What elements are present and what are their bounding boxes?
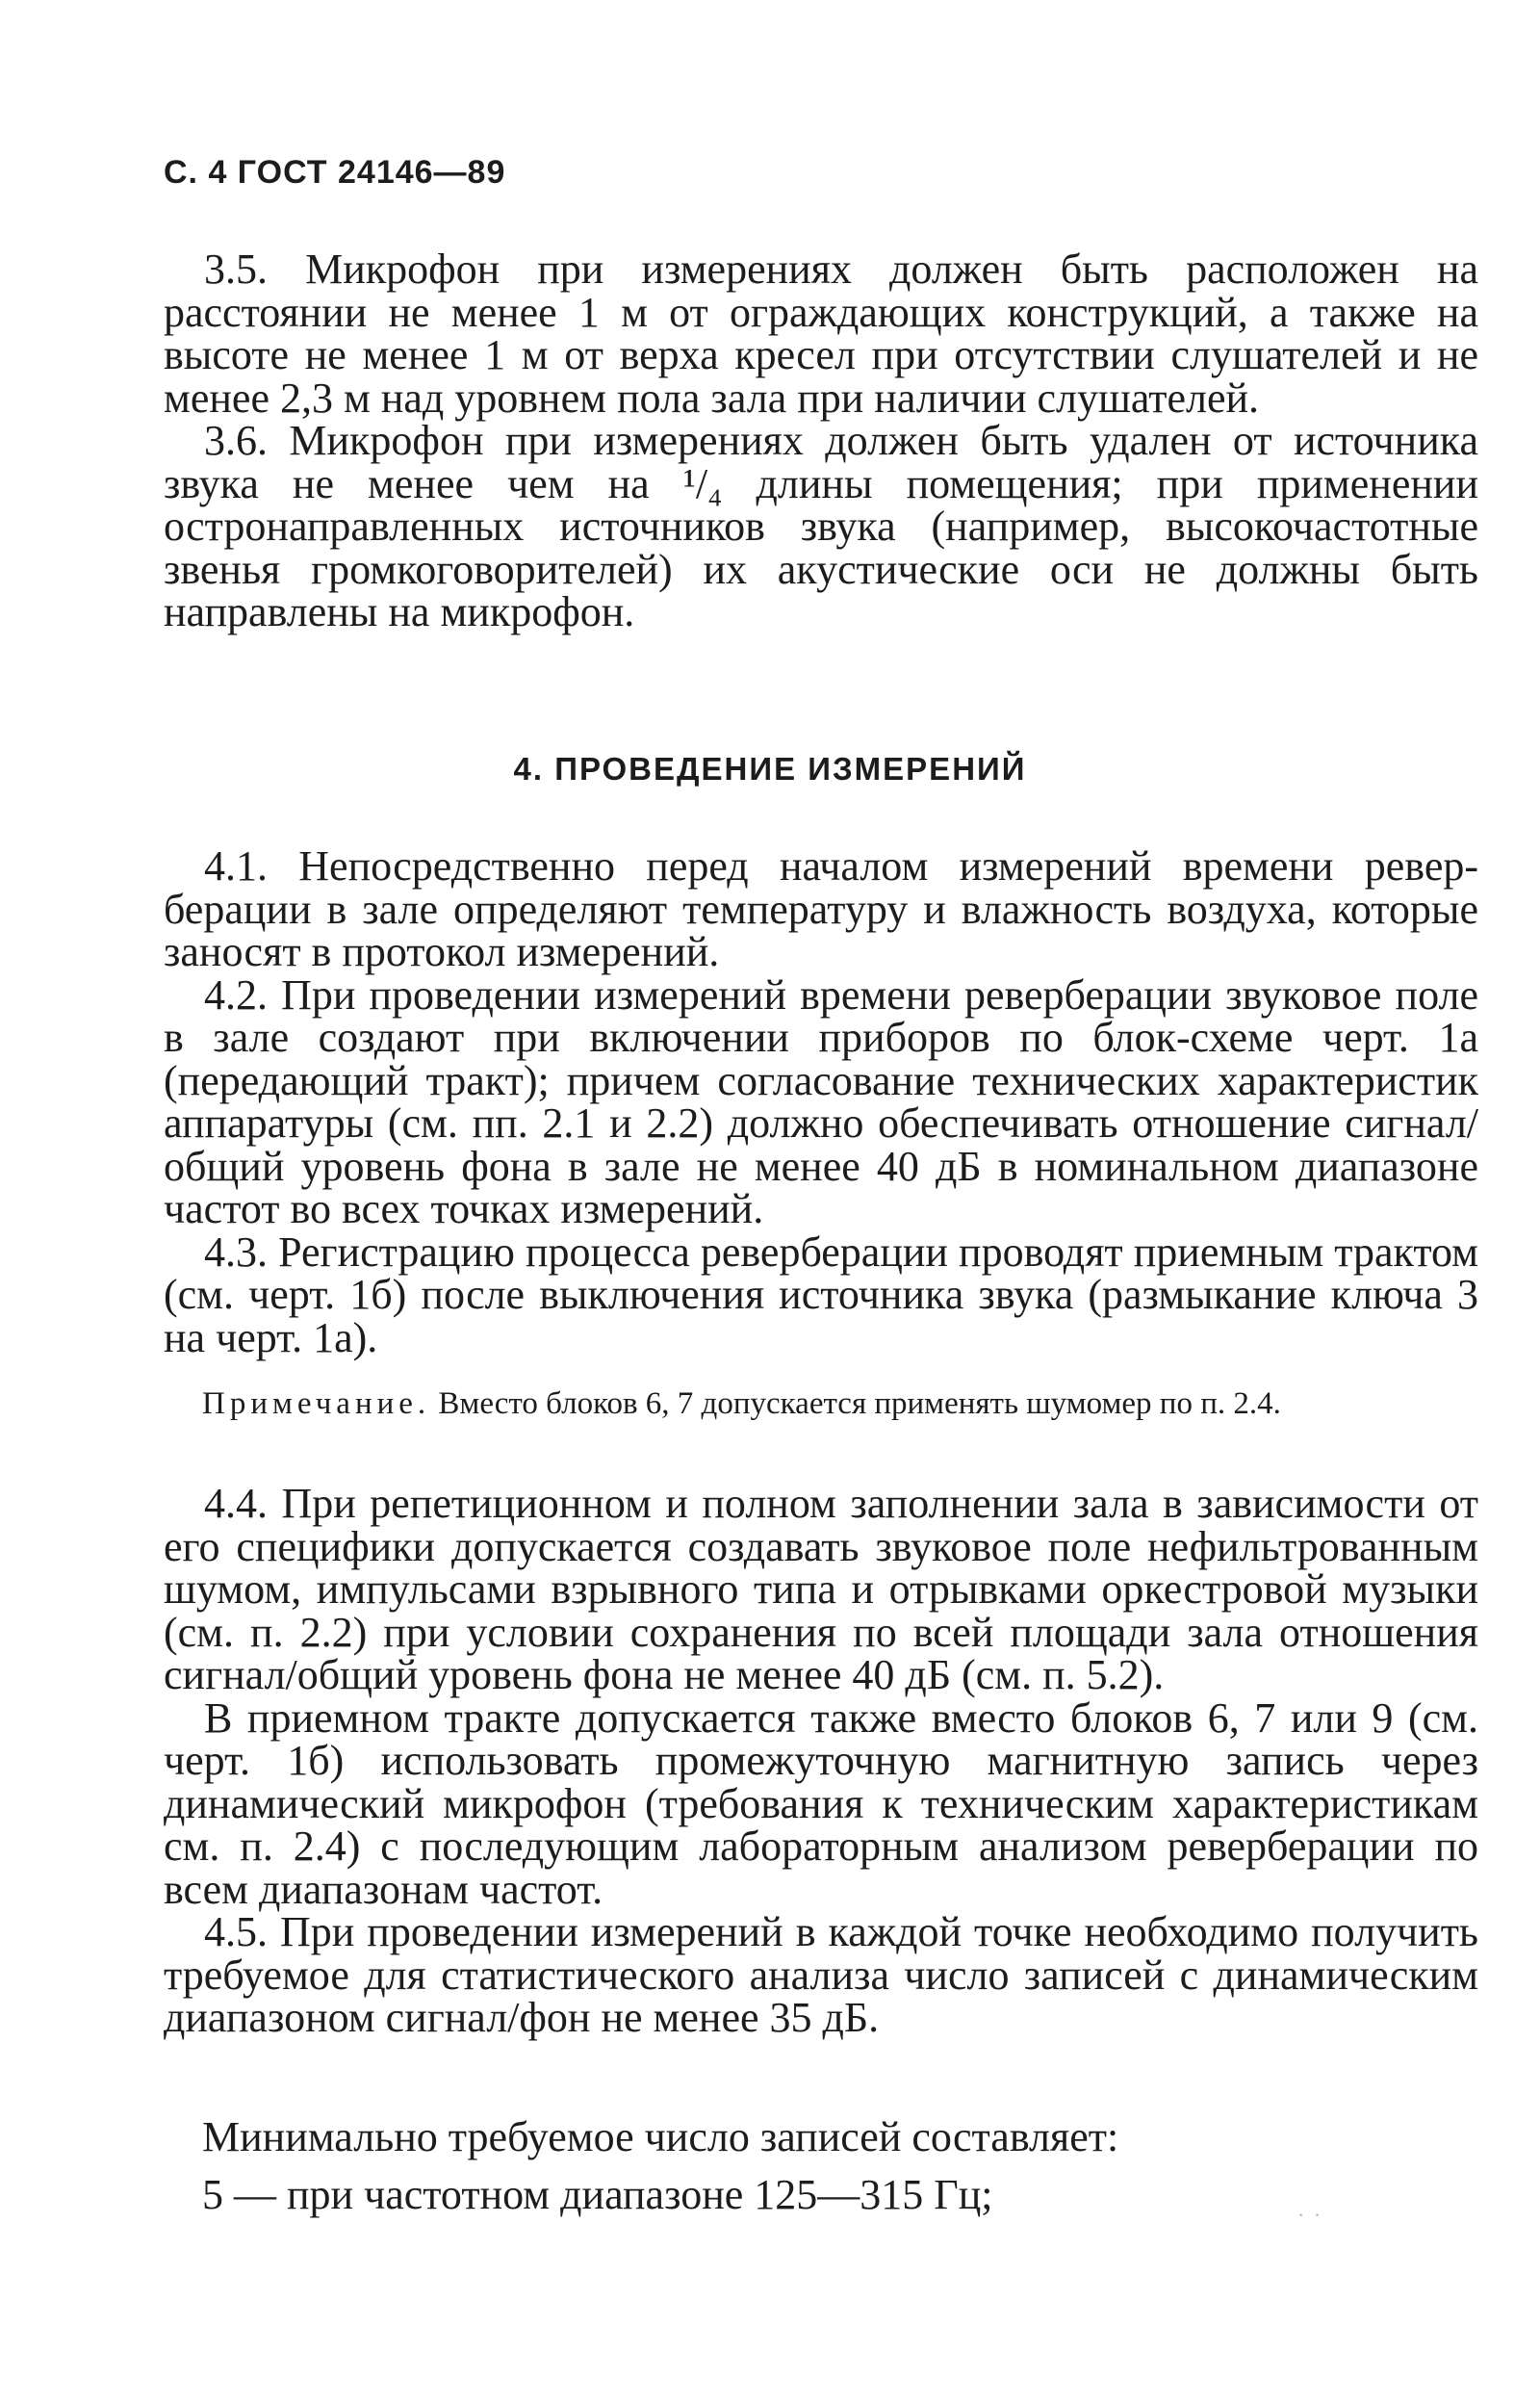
- section-title: 4. ПРОВЕДЕНИЕ ИЗМЕРЕНИЙ: [513, 751, 1027, 787]
- page-header: С. 4 ГОСТ 24146—89: [164, 154, 506, 191]
- paragraph-3-6: 3.6. Микрофон при измерениях должен быть удален от источника звука не менее чем на ¹/₄ длины помещения; при применении остронаправленных источников звука (например, высокочастотные звенья громкоговорителей) их акустические оси не должны быть направлены на микрофон.: [164, 417, 1478, 635]
- closing-line-1: Минимально требуемое число записей составляет:: [202, 2113, 1119, 2160]
- scan-speck: · ·: [1297, 2203, 1323, 2227]
- clause-3-block: [164, 248, 1478, 634]
- paragraph-4-4: 4.4. При репетиционном и полном заполнении зала в зависимости от его специфики допускается создавать звуковое поле нефильтрованным шумом, импульсами взрывного типа и отрывками оркестровой музыки (см. п. 2.2) при условии сохранения по всей площади зала отношения сигнал/общий уровень фона не менее 40 дБ (см. п. 5.2).: [164, 1480, 1478, 1698]
- clause-4-cont-block: [164, 1480, 1478, 2041]
- paragraph-4-1: 4.1. Непосредственно перед началом измерений времени реверберации в зале определяют температуру и влажность воздуха, которые заносят в протокол измерений.: [164, 842, 1478, 975]
- paragraph-4-5: 4.5. При проведении измерений в каждой точке необходимо получить требуемое для статистического анализа число записей с динамическим диапазоном сигнал/фон не менее 35 дБ.: [164, 1908, 1478, 2041]
- paragraph-4-2: 4.2. При проведении измерений времени реверберации звуковое поле в зале создают при включении приборов по блок-схеме черт. 1а (передающий тракт); причем согласование технических характеристик аппаратуры (см. пп. 2.1 и 2.2) должно обеспечивать отношение сигнал/общий уровень фона в зале не менее 40 дБ в номинальном диапазоне частот во всех точках измерений.: [164, 970, 1478, 1232]
- closing-line-2: 5 — при частотном диапазоне 125—315 Гц;: [202, 2171, 993, 2218]
- paragraph-3-5: 3.5. Микрофон при измерениях должен быть расположен на расстоянии не менее 1 м от ограждающих конструкций, а также на высоте не менее 1 м от верха кресел при отсутствии слушателей и не менее 2,3 м над уровнем пола зала при наличии слушателей.: [164, 246, 1478, 422]
- note-text: Вместо блоков 6, 7 допускается применять шумомер по п. 2.4.: [438, 1386, 1281, 1421]
- note: [202, 1386, 1478, 1422]
- paragraph-receiving-path: В приемном тракте допускается также вместо блоков 6, 7 или 9 (см. черт. 1б) использовать промежуточную магнитную запись через динамический микрофон (требования к техническим характеристикам см. п. 2.4) с последующим лабораторным анализом реверберации по всем диапазонам частот.: [164, 1693, 1478, 1913]
- note-label: Примечание.: [202, 1386, 431, 1421]
- paragraph-4-3: 4.3. Регистрацию процесса реверберации проводят приемным трактом (см. черт. 1б) после выключения источника звука (размыкание ключа 3 на черт. 1а).: [164, 1228, 1478, 1361]
- clause-4-block: [164, 842, 1478, 1361]
